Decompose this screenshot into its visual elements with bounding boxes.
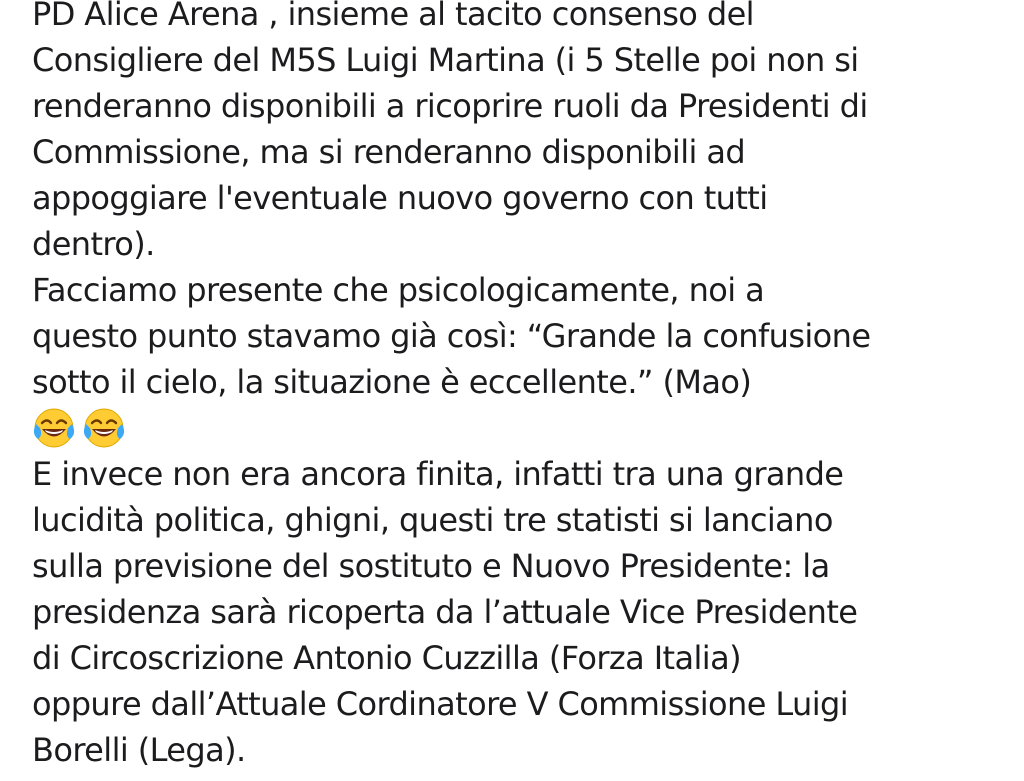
- text-line: di Circoscrizione Antonio Cuzzilla (Forza Italia): [32, 639, 741, 677]
- text-line: lucidità politica, ghigni, questi tre statisti si lanciano: [32, 501, 833, 539]
- emoji-row: [32, 405, 1017, 451]
- text-line: Consigliere del M5S Luigi Martina (i 5 Stelle poi non si: [32, 41, 859, 79]
- text-line: E invece non era ancora finita, infatti tra una grande: [32, 455, 844, 493]
- text-line: oppure dall’Attuale Cordinatore V Commissione Luigi: [32, 685, 848, 723]
- text-line: appoggiare l'eventuale nuovo governo con tutti: [32, 179, 768, 217]
- text-line: dentro).: [32, 225, 155, 263]
- text-line: Borelli (Lega).: [32, 731, 246, 769]
- text-line: questo punto stavamo già così: “Grande la confusione: [32, 317, 871, 355]
- text-line: sotto il cielo, la situazione è eccellente.” (Mao): [32, 363, 752, 401]
- text-line: Facciamo presente che psicologicamente, noi a: [32, 271, 765, 309]
- text-line: presidenza sarà ricoperta da l’attuale Vice Presidente: [32, 593, 858, 631]
- text-line: Commissione, ma si renderanno disponibili ad: [32, 133, 746, 171]
- face-with-tears-of-joy-icon: [32, 406, 76, 450]
- text-line: PD Alice Arena , insieme al tacito consenso del: [32, 0, 754, 33]
- face-with-tears-of-joy-icon: [82, 406, 126, 450]
- text-line: renderanno disponibili a ricoprire ruoli da Presidenti di: [32, 87, 868, 125]
- text-line: sulla previsione del sostituto e Nuovo Presidente: la: [32, 547, 830, 585]
- post-text: [32, 0, 1017, 781]
